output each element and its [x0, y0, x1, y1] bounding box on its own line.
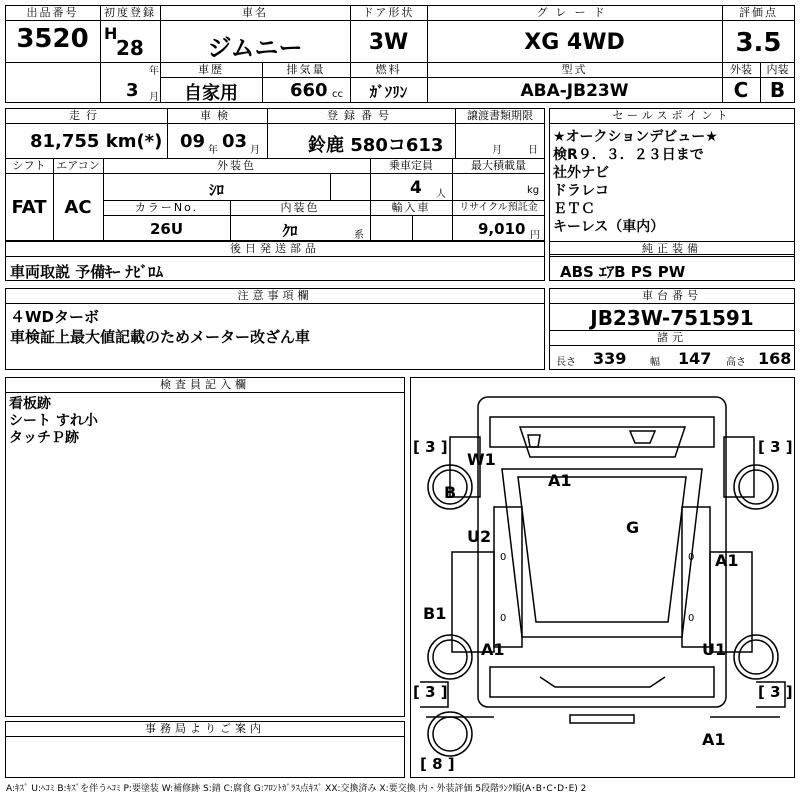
damage-mark: U1	[702, 640, 727, 659]
tire-depth: 3	[770, 683, 781, 701]
mileage-label: 走行	[69, 109, 103, 122]
specs-label: 諸元	[657, 331, 687, 344]
legend: A:ｷｽﾞ U:ﾍｺﾐ B:ｷｽﾞを伴うﾍｺﾐ P:要塗装 W:補修跡 S:錆 C:腐食 G:ﾌﾛﾝﾄｶﾞﾗｽ点ｷｽﾞ XX:交換済み X:要交換 内・外装評価 5段階ﾗﾝｸ順(A･B･C･D･E) 2	[6, 784, 587, 794]
zero-mark: 0	[688, 613, 695, 624]
tire-bracket: [ 3 ]	[413, 683, 448, 701]
inspector-line: 看板跡	[9, 396, 51, 412]
era: H	[104, 24, 118, 43]
grade-label: グレード	[536, 6, 613, 19]
genuine-label: 純正装備	[642, 242, 702, 255]
tire-bracket: [ 3 ]	[758, 438, 793, 456]
later-parts-label: 後日発送部品	[230, 242, 320, 255]
history: 自家用	[184, 83, 238, 104]
damage-mark: A1	[481, 640, 505, 659]
door-label: ドア形状	[362, 6, 415, 19]
width-label: 幅	[650, 357, 660, 368]
grade: XG 4WD	[524, 30, 625, 55]
selling-points-label: セールスポイント	[612, 109, 732, 122]
interior: B	[769, 78, 786, 102]
office-label: 事務局よりご案内	[145, 722, 265, 735]
load-unit: kg	[527, 185, 540, 196]
recycle-unit: 円	[530, 230, 540, 241]
damage-mark: A1	[548, 471, 572, 490]
car-name: ジムニー	[207, 34, 303, 62]
first-reg-year: 28	[116, 36, 144, 60]
shift-label: シフト	[12, 159, 46, 172]
selling-point-line: 社外ナビ	[553, 165, 609, 181]
name-label: 車名	[242, 6, 268, 19]
lot-no: 3520	[16, 24, 89, 54]
selling-points-lines	[553, 128, 718, 236]
fuel-label: 燃料	[375, 63, 402, 76]
door: 3W	[368, 30, 409, 55]
note-line: 車検証上最大値記載のためメーター改ざん車	[10, 328, 311, 346]
zero-mark: 0	[688, 552, 695, 563]
inspection-year: 09	[180, 131, 206, 152]
height: 168	[758, 349, 792, 368]
exterior-label: 外装	[730, 63, 752, 76]
tire-depth: 8	[432, 755, 443, 773]
capacity: 4	[410, 178, 422, 198]
zero-mark: 0	[500, 613, 507, 624]
score: 3.5	[735, 28, 782, 58]
recycle-label: リサイクル預託金	[459, 202, 538, 213]
transfer-label: 譲渡書類期限	[467, 109, 533, 122]
inspection-month: 03	[222, 131, 248, 152]
int-color-label: 内装色	[280, 201, 320, 214]
displacement: 660	[290, 80, 328, 101]
tire-depth: 3	[770, 438, 781, 456]
reg-no: 鈴鹿 580コ613	[308, 135, 444, 156]
tire-bracket: [ 3 ]	[413, 438, 448, 456]
model-label: 型式	[561, 63, 588, 76]
inspector-lines	[9, 396, 98, 447]
ac: AC	[64, 197, 92, 218]
chassis-number: JB23W-751591	[590, 306, 754, 330]
fuel: ｶﾞｿﾘﾝ	[369, 83, 408, 101]
inspector-label: 検査員記入欄	[160, 378, 250, 391]
recycle: 9,010	[478, 220, 526, 238]
later-parts-text: 車両取説 予備ｷｰ ﾅﾋﾞﾛﾑ	[10, 263, 163, 281]
notes-label: 注意事項欄	[237, 289, 313, 302]
first-reg-label: 初度登録	[104, 6, 156, 19]
transfer-month-unit: 月	[492, 145, 502, 156]
inspection-year-unit: 年	[208, 145, 218, 156]
damage-mark: G	[626, 518, 640, 537]
inspector-line: タッチＰ跡	[9, 430, 79, 446]
lot-no-label: 出品番号	[26, 6, 79, 19]
ac-label: エアコン	[56, 159, 100, 172]
height-label: 高さ	[726, 357, 746, 368]
selling-point-line: ★オークションデビュー★	[553, 129, 718, 145]
chassis-label: 車台番号	[642, 289, 702, 302]
capacity-unit: 人	[436, 189, 446, 200]
damage-mark: U2	[467, 527, 492, 546]
inspector-line: シート すれ小	[9, 413, 98, 429]
int-color-unit: 系	[354, 230, 364, 241]
selling-point-line: キーレス（車内）	[553, 219, 665, 235]
interior-label: 内装	[766, 63, 789, 76]
color: ｼﾛ	[208, 181, 224, 199]
score-label: 評価点	[739, 6, 778, 19]
year-unit: 年	[149, 66, 159, 77]
displacement-unit: cc	[332, 89, 343, 100]
damage-mark: W1	[467, 450, 496, 469]
load-label: 最大積載量	[471, 159, 526, 172]
first-reg-month: 3	[126, 80, 139, 101]
import-label: 輸入車	[391, 201, 431, 214]
shift: FAT	[11, 197, 47, 218]
int-color: ｸﾛ	[282, 222, 298, 240]
model: ABA-JB23W	[520, 81, 629, 101]
genuine-text: ABS ｴｱB PS PW	[560, 263, 686, 281]
history-label: 車歴	[198, 63, 224, 76]
reg-label: 登録番号	[327, 109, 395, 122]
selling-point-line: 検R９．３．２３日まで	[553, 147, 704, 163]
damage-mark: A1	[702, 730, 726, 749]
tire-bracket: [ 3 ]	[758, 683, 793, 701]
color-no: 26U	[149, 220, 184, 238]
color-no-label: カラーNo.	[134, 201, 199, 214]
note-line: ４WDターボ	[10, 308, 99, 326]
selling-point-line: ＥＴＣ	[553, 201, 595, 217]
damage-mark: B	[444, 483, 457, 502]
selling-point-line: ドラレコ	[553, 183, 609, 199]
notes-lines	[10, 307, 310, 347]
tire-depth: 3	[425, 683, 436, 701]
transfer-day-unit: 日	[528, 145, 538, 156]
displacement-label: 排気量	[286, 63, 326, 76]
length-label: 長さ	[556, 357, 576, 368]
length: 339	[593, 349, 627, 368]
inspection-month-unit: 月	[250, 145, 260, 156]
car-outline	[410, 377, 795, 778]
capacity-label: 乗車定員	[389, 159, 433, 172]
damage-mark: A1	[715, 551, 739, 570]
zero-mark: 0	[500, 552, 507, 563]
tire-bracket: [ 8 ]	[420, 755, 455, 773]
width: 147	[678, 349, 712, 368]
tire-depth: 3	[425, 438, 436, 456]
damage-mark: B1	[423, 604, 447, 623]
inspection-label: 車検	[200, 109, 234, 122]
mileage: 81,755 km(*)	[30, 131, 163, 152]
exterior: C	[733, 78, 749, 102]
color-label: 外装色	[217, 159, 256, 172]
month-unit: 月	[149, 92, 159, 103]
